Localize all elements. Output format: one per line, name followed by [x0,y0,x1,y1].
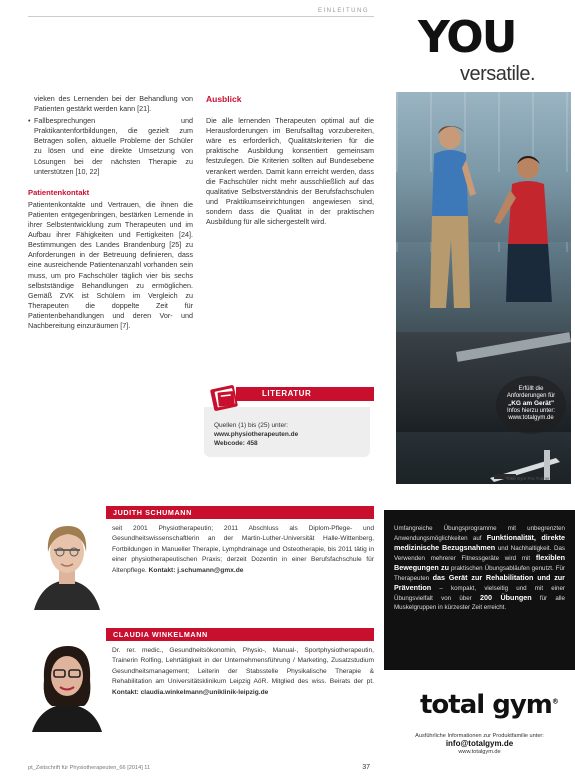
ad-website-link[interactable]: www.totalgym.de [458,749,501,755]
literature-box [204,381,374,459]
ad-highlight: das Gerät zur Rehabilitation und zur Prävention [394,573,565,592]
ad-info-line: Ausführliche Informationen zur Produktfamilie unter: [415,733,544,739]
total-gym-logo: total gym® [420,690,558,720]
literature-line1: Quellen (1) bis (25) unter: [214,422,289,429]
author-bio: seit 2001 Physiotherapeutin; 2011 Abschluss als Diplom-Pflege- und Gesundheitswissenschaftlerin an der Martin-Luther-Universität Halle-Wittenberg, Fortbildungen in Manueller Therapie, Lymphdrainage und Osteotherapie, bis 2011 tätig in einer physiotherapeutischen Praxis; derzeit Dozentin in einer Berufsfachschule für Altenpflege. [112,525,374,574]
literature-body [204,407,370,457]
author-name: JUDITH SCHUMANN [106,506,374,519]
author-contact[interactable]: Kontakt: j.schumann@gmx.de [148,566,244,574]
ad-callout-line: Infos hierzu unter: [506,407,556,414]
header-section-label: EINLEITUNG [318,8,370,14]
ad-highlight: Funktionalität, direkte medizinische Bezugsnahmen [394,533,565,552]
column1-bullet-text: • Fallbesprechungen und Praktikantenfortbildungen, die gezielt zum Betragen sollen, aktuelle Probleme der Schüler zu lösen und eine direkte Umsetzung von Lösungen bei der nächsten Therapie zu unterstützen [10, 22] [28,116,193,177]
author-bio-schumann [28,506,374,626]
ad-contact-info [384,732,575,756]
ad-tagline: versatile. [460,63,536,85]
logo-text: total gym [420,690,552,720]
author-photo [28,634,106,732]
literature-url[interactable]: www.physiotherapeuten.de [214,431,299,438]
column2-section-text: Die alle lernenden Therapeuten optimal auf die Herausforderungen im Berufsalltag vorzubereiten, wäre es erforderlich, Qualitätskriterien für die praktische Ausbildung konsentiert gemeinsam festzulegen. Die Kriterien sollten auf Bundesebene verankert werden. Damit kann erreicht werden, dass die Fachschüler nicht mehr ausschließlich auf das qualitative Selbstverständnis der Berufsfachschulen und Praktikumseinrichtungen angewiesen sind, sondern dass die Qualität in der praktischen Ausbildung für alle sichergestellt wird. [206,116,374,227]
author-photo [28,512,106,610]
section-title-outlook: Ausblick [206,94,242,104]
column1-intro-text: vieken des Lernenden bei der Behandlung von Patienten gestärkt werden kann [21]. [34,94,193,114]
ad-highlight: flexiblen Bewegungen zu [394,553,565,572]
ad-product-caption: Total Gym Pro Trainer [506,476,550,481]
author-bio: Dr. rer. medic., Gesundheitsökonomin, Physio-, Manual-, Sportphysiotherapeutin, Trainerin Rolfing, Lehrtätigkeit in der Unternehmensführung / Marketing, Zusatzstudium Gesundheitsmanagement; Leiterin der Stabsstelle Physikalische Therapie & Rehabilitation am Universitätsklinikum Leipzig AöR. Mitglied des wiss. Beirats der pt. [112,647,374,686]
ad-text: praktischen Übungsabläufen genutzt. Für Therapeuten [394,565,565,582]
ad-text: für alle Muskelgruppen in kürzester Zeit erreicht. [394,595,565,611]
header-divider [28,16,374,17]
author-name: CLAUDIA WINKELMANN [106,628,374,641]
footer-journal: pt_Zeitschrift für Physiotherapeuten_66 [2014] 11 [28,765,151,771]
ad-callout-line: „KG am Gerät" [507,400,555,408]
portrait-icon [28,634,106,732]
ad-callout-line[interactable]: www.totalgym.de [508,414,554,421]
article-column-2 [206,94,374,229]
literature-webcode: Webcode: 458 [214,440,258,447]
ad-text: Umfangreiche Übungsprogramme mit unbegrenzten Anwendungsmöglichkeiten auf [394,525,565,542]
ad-text: – kompakt, vielseitig und mit einer Übungsvielfalt von über [394,585,565,602]
ad-highlight: 200 Übungen [479,593,532,602]
author-bio-text [112,646,374,698]
ad-callout-line: Erfüllt die [518,386,544,392]
ad-photo [396,92,571,484]
trainer-figure [424,120,476,320]
ad-text: und Nachhaltigkeit. Das Verwenden mehrerer Fitnessgeräte wird mit [394,545,565,562]
ad-email-link[interactable]: info@totalgym.de [445,739,514,748]
article-column-1 [28,94,193,333]
literature-title: LITERATUR [236,387,374,401]
ad-callout [496,376,566,434]
patient-figure [492,152,562,312]
author-contact[interactable]: Kontakt: claudia.winkelmann@uniklinik-leipzig.de [112,688,269,696]
book-icon [208,381,244,413]
author-bio-text [112,524,374,576]
ad-callout-line: Anforderungen für [506,393,556,400]
advertisement-total-gym[interactable] [384,0,575,784]
ad-description [384,510,575,670]
column1-section-text: Patientenkontakte und Vertrauen, die ihnen die Patienten entgegenbringen, bestärken Lernende in ihrer Selbstentwicklung zum Therapeuten und im Aufbau ihrer Fähigkeiten und Fertigkeiten [24]. Bestimmungen des Landes Brandenburg [25] zu Anforderungen in der Betreuung definieren, dass eine ausreichende Patientenanzahl vorhanden sein muss, um pro Fachschüler täglich vier bis sechs selbstständige Behandlungen zu ermöglichen. Gemäß ZVK ist Schülern im Vergleich zu Therapeuten die doppelte Zeit für Patientenbehandlungen und deren Vor- und Nachbereitung einzuräumen [7]. [28,199,193,330]
ad-headline: YOU [418,12,516,63]
section-title-patient-contact: Patientenkontakt [28,187,90,197]
portrait-icon [28,512,106,610]
page-number: 37 [362,764,370,771]
author-bio-winkelmann [28,628,374,748]
page-footer [28,765,374,771]
